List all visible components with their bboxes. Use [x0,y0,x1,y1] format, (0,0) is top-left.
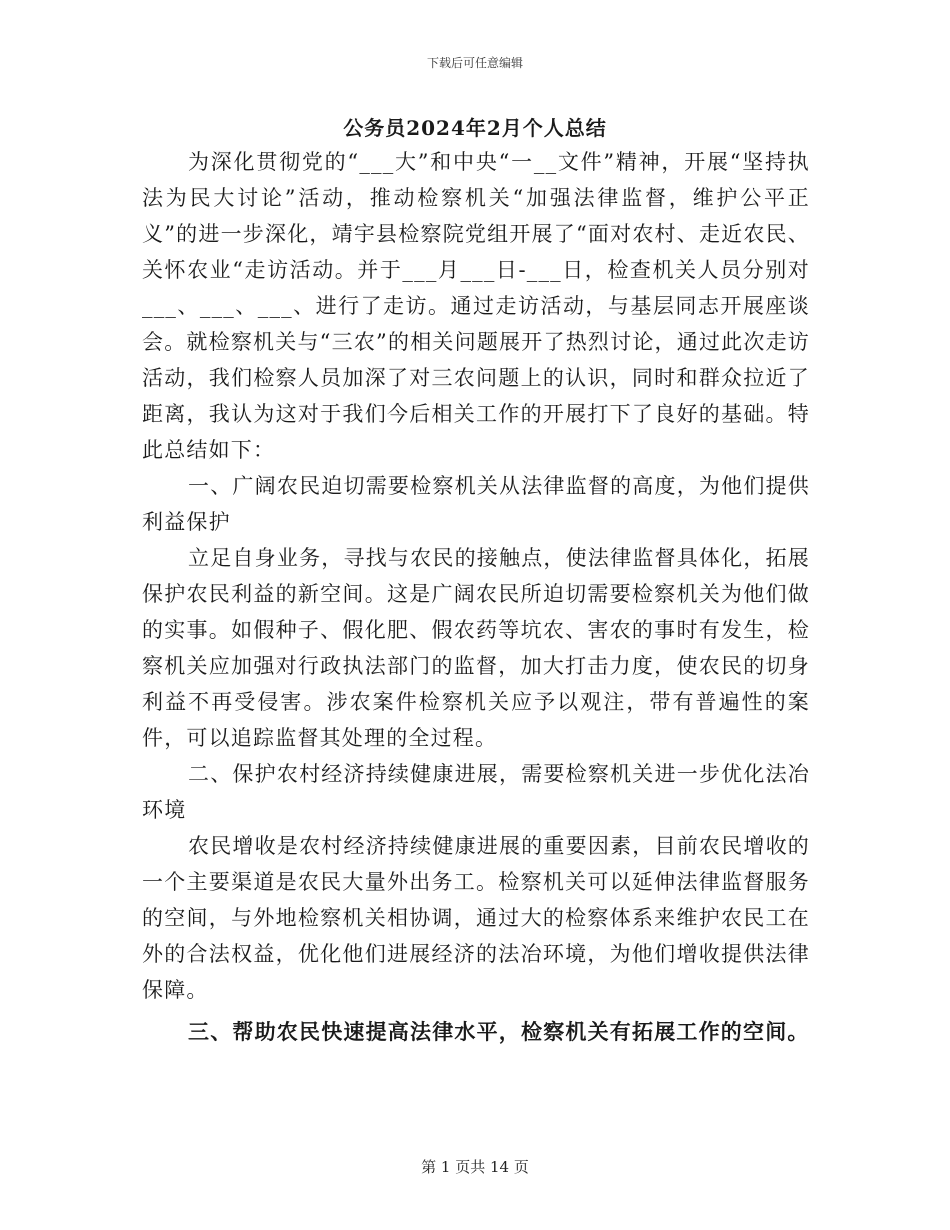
section-heading-2: 二、保护农村经济持续健康进展，需要检察机关进一步优化法冶环境 [142,762,810,822]
section-paragraph-2: 农民增收是农村经济持续健康进展的重要因素，目前农民增收的一个主要渠道是农民大量外出务工。检察机关可以延伸法律监督服务的空间，与外地检察机关相协调，通过大的检察体系来维护农民工在外的合法权益，优化他们进展经济的法冶环境，为他们增收提供法律保障。 [142,834,810,1002]
section-heading-3: 三、帮助农民快速提高法律水平，检察机关有拓展工作的空间。 [188,1019,810,1044]
header-note: 下载后可任意编辑 [426,56,523,70]
document-title: 公务员2024年2月个人总结 [343,116,607,140]
intro-paragraph: 为深化贯彻党的“___大”和中央“一__文件”精神，开展“坚持执法为民大讨论”活动，推动检察机关“加强法律监督，维护公平正义”的进一步深化，靖宇县检察院党组开展了“面对农村、走近农民、关怀农业“走访活动。并于___月___日-___日，检查机关人员分别对___、___、___、进行了走访。通过走访活动，与基层同志开展座谈会。就检察机关与“三农”的相关问题展开了热烈讨论，通过此次走访活动，我们检察人员加深了对三农问题上的认识，同时和群众拉近了距离，我认为这对于我们今后相关工作的开展打下了良好的基础。特此总结如下： [142,150,810,462]
page-footer: 第 1 页共 14 页 [421,1158,529,1176]
section-heading-1: 一、广阔农民迫切需要检察机关从法律监督的高度，为他们提供利益保护 [142,474,810,534]
document-body [142,144,810,1050]
section-paragraph-1: 立足自身业务，寻找与农民的接触点，使法律监督具体化，拓展保护农民利益的新空间。这是广阔农民所迫切需要检察机关为他们做的实事。如假种子、假化肥、假农药等坑农、害农的事时有发生，检察机关应加强对行政执法部门的监督，加大打击力度，使农民的切身利益不再受侵害。涉农案件检察机关应予以观注，带有普遍性的案件，可以追踪监督其处理的全过程。 [142,546,810,750]
